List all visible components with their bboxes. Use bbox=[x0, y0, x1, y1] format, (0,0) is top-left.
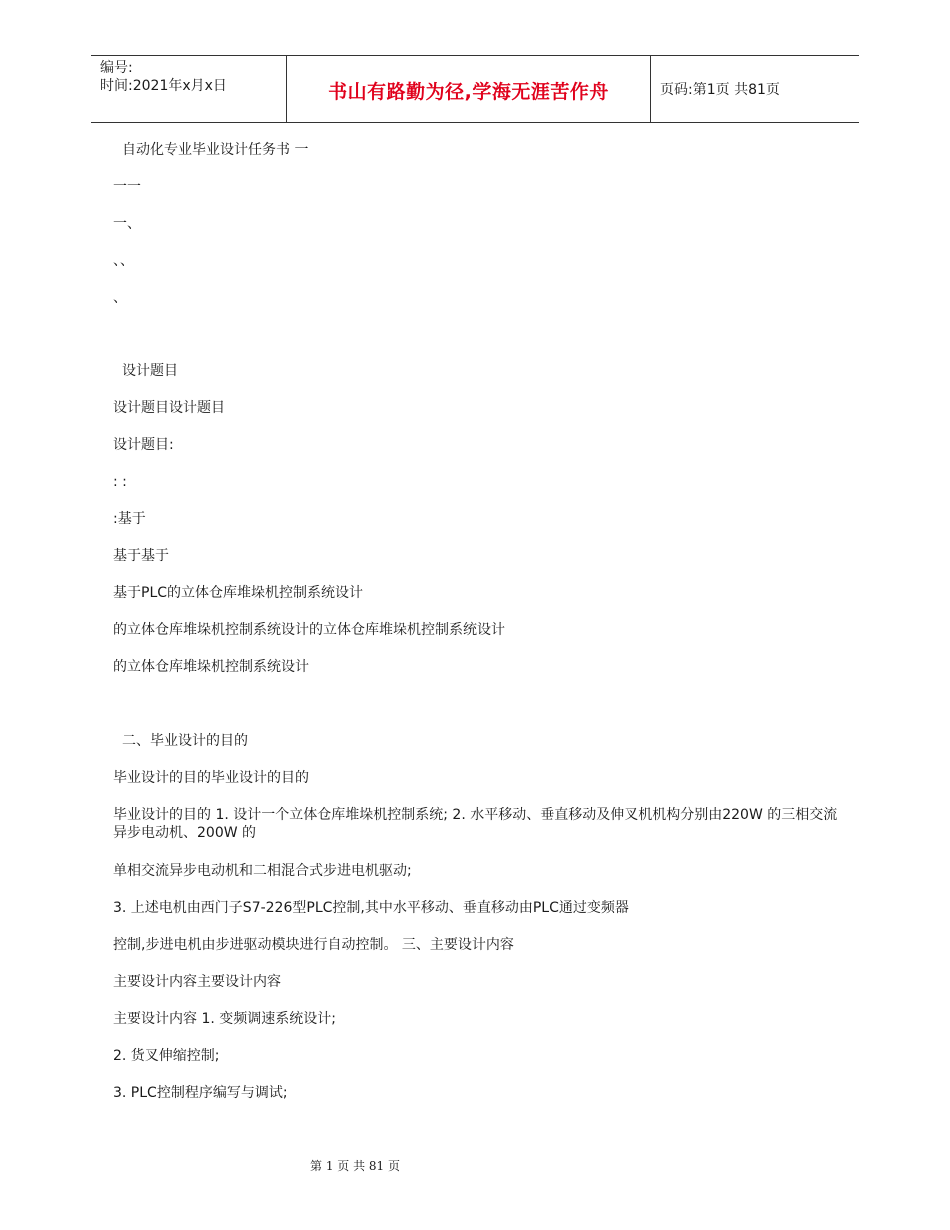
text-line: :基于 bbox=[113, 511, 146, 527]
text-line: 设计题目设计题目 bbox=[113, 400, 225, 416]
page-header bbox=[91, 55, 859, 123]
document-time-label: 时间:2021年x月x日 bbox=[100, 78, 227, 94]
text-line: 3. 上述电机由西门子S7-226型PLC控制,其中水平移动、垂直移动由PLC通过变频器 bbox=[113, 900, 629, 916]
text-line: 3. PLC控制程序编写与调试; bbox=[113, 1085, 288, 1101]
text-paragraph: 毕业设计的目的 1. 设计一个立体仓库堆垛机控制系统; 2. 水平移动、垂直移动及伸叉机机构分别由220W 的三相交流异步电动机、200W 的 bbox=[113, 807, 838, 841]
text-line: 单相交流异步电动机和二相混合式步进电机驱动; bbox=[113, 863, 412, 879]
text-line: 主要设计内容 1. 变频调速系统设计; bbox=[113, 1011, 336, 1027]
document-title: 自动化专业毕业设计任务书 一 bbox=[122, 142, 309, 158]
header-meta bbox=[91, 56, 287, 122]
text-line: 基于基于 bbox=[113, 548, 169, 564]
text-line: 基于PLC的立体仓库堆垛机控制系统设计 bbox=[113, 585, 364, 601]
text-line: 一、 bbox=[113, 216, 141, 232]
text-line: 控制,步进电机由步进驱动模块进行自动控制。 三、主要设计内容 bbox=[113, 937, 514, 953]
text-line: 、 bbox=[113, 290, 127, 306]
text-line: : : bbox=[113, 474, 127, 490]
header-page-info: 页码:第1页 共81页 bbox=[660, 82, 780, 98]
page-footer: 第 1 页 共 81 页 bbox=[310, 1159, 400, 1173]
section-heading: 设计题目 bbox=[122, 363, 178, 379]
text-line: 设计题目: bbox=[113, 437, 174, 453]
text-line: 毕业设计的目的毕业设计的目的 bbox=[113, 770, 309, 786]
text-line: 2. 货叉伸缩控制; bbox=[113, 1048, 220, 1064]
header-motto: 书山有路勤为径,学海无涯苦作舟 bbox=[328, 80, 609, 103]
document-number-label: 编号: bbox=[100, 60, 133, 76]
text-line: 一一 bbox=[113, 179, 141, 195]
header-page-info-cell bbox=[651, 56, 859, 122]
text-line: 主要设计内容主要设计内容 bbox=[113, 974, 281, 990]
text-line: 的立体仓库堆垛机控制系统设计的立体仓库堆垛机控制系统设计 bbox=[113, 622, 505, 638]
text-line: 的立体仓库堆垛机控制系统设计 bbox=[113, 659, 309, 675]
text-line: 、、 bbox=[113, 253, 134, 269]
section-heading: 二、毕业设计的目的 bbox=[122, 733, 248, 749]
header-motto-cell bbox=[287, 56, 651, 122]
